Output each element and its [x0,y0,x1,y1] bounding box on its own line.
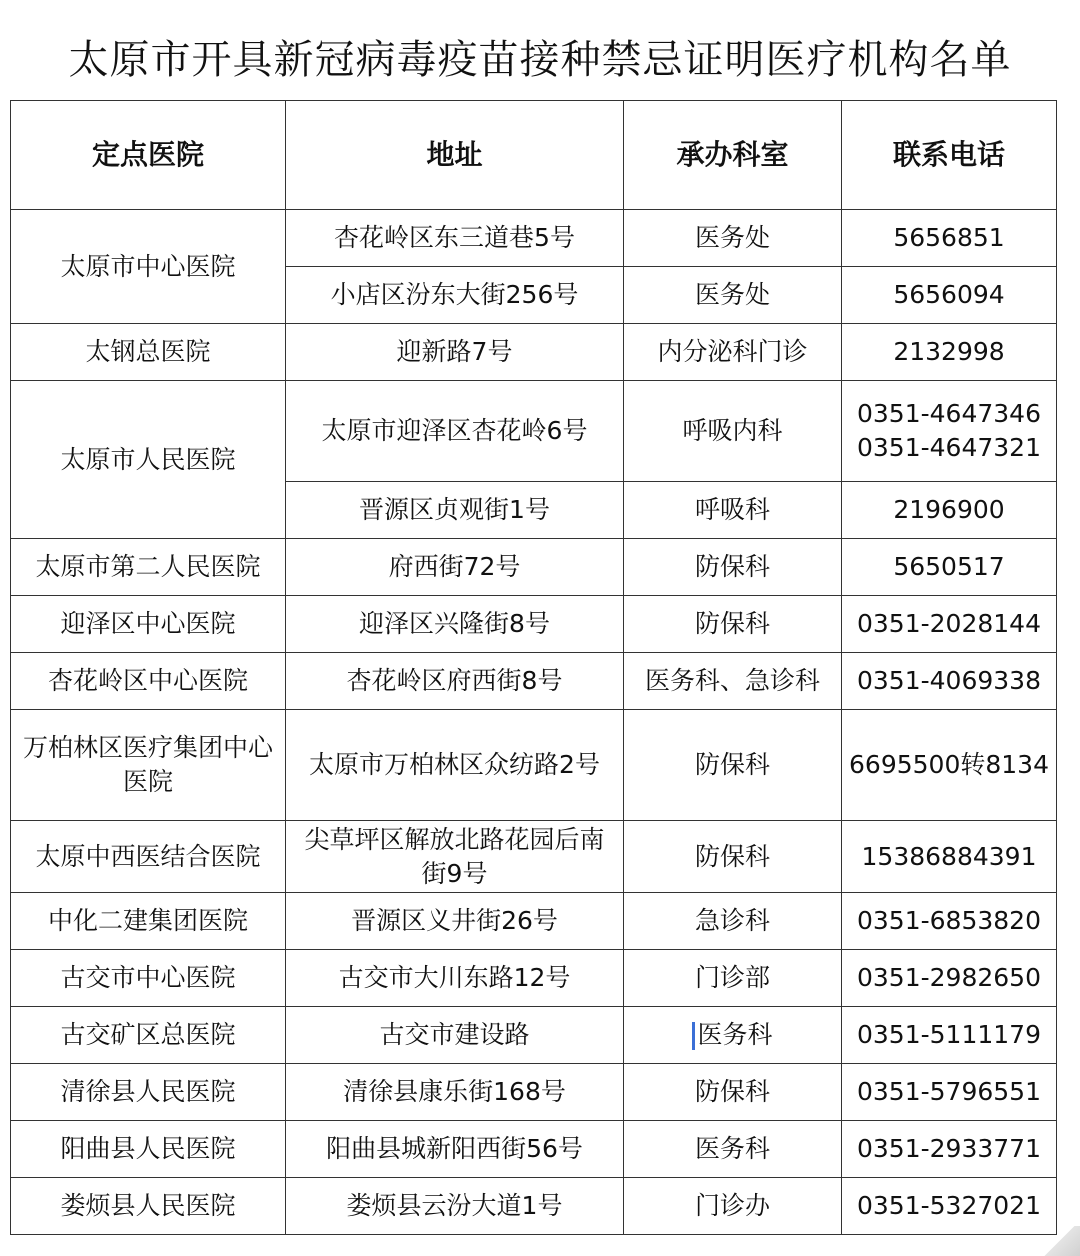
hospital-cell: 古交矿区总医院 [11,1007,286,1064]
hospital-cell: 中化二建集团医院 [11,893,286,950]
address-cell: 清徐县康乐街168号 [286,1064,624,1121]
phone-cell: 5650517 [842,539,1057,596]
page-title: 太原市开具新冠病毒疫苗接种禁忌证明医疗机构名单 [68,37,1012,83]
address-line-2: 街9号 [421,858,488,888]
hospital-cell: 杏花岭区中心医院 [11,653,286,710]
hospital-line-2: 医院 [122,767,173,796]
table-row [11,950,1057,1007]
header-hospital: 定点医院 [11,101,286,210]
dept-cell: 医务科 [624,1121,842,1178]
hospital-cell: 太原市中心医院 [11,210,286,324]
text-cursor [692,1022,695,1050]
address-cell: 杏花岭区府西街8号 [286,653,624,710]
table-row [11,381,1057,482]
table-row [11,1178,1057,1235]
phone-cell: 0351-5111179 [842,1007,1057,1064]
table-row [11,1121,1057,1178]
phone-cell: 0351-4069338 [842,653,1057,710]
table-row [11,1064,1057,1121]
table-row [11,821,1057,893]
dept-cell: 防保科 [624,710,842,821]
page-curl-decoration [1030,1226,1080,1256]
phone-cell: 2196900 [842,482,1057,539]
phone-cell: 5656094 [842,267,1057,324]
phone-cell: 0351-2028144 [842,596,1057,653]
dept-cell: 防保科 [624,821,842,893]
hospital-cell: 太原市人民医院 [11,381,286,539]
hospital-line-1: 万柏林区医疗集团中心 [22,733,273,762]
dept-text: 医务科 [697,1020,773,1049]
table-row [11,539,1057,596]
hospital-cell: 太原市第二人民医院 [11,539,286,596]
phone-cell: 15386884391 [842,821,1057,893]
table-row [11,596,1057,653]
dept-cell: 防保科 [624,539,842,596]
header-address: 地址 [286,101,624,210]
address-cell: 阳曲县城新阳西街56号 [286,1121,624,1178]
table-row [11,324,1057,381]
table-row [11,210,1057,267]
phone-cell: 0351-5327021 [842,1178,1057,1235]
table-header-row [11,101,1057,210]
address-cell: 古交市建设路 [286,1007,624,1064]
dept-cell: 内分泌科门诊 [624,324,842,381]
phone-cell [842,381,1057,482]
dept-cell: 呼吸内科 [624,381,842,482]
phone-cell: 0351-2933771 [842,1121,1057,1178]
hospital-cell: 太钢总医院 [11,324,286,381]
table-row [11,1007,1057,1064]
dept-cell: 医务处 [624,210,842,267]
address-line-1: 尖草坪区解放北路花园后南 [304,824,605,854]
address-cell: 晋源区义井街26号 [286,893,624,950]
address-cell: 太原市万柏林区众纺路2号 [286,710,624,821]
address-cell: 迎新路7号 [286,324,624,381]
dept-cell: 急诊科 [624,893,842,950]
phone-cell: 0351-2982650 [842,950,1057,1007]
header-phone: 联系电话 [842,101,1057,210]
address-cell: 杏花岭区东三道巷5号 [286,210,624,267]
address-cell: 娄烦县云汾大道1号 [286,1178,624,1235]
address-cell: 古交市大川东路12号 [286,950,624,1007]
table-row [11,653,1057,710]
phone-line-2: 0351-4647321 [857,433,1041,462]
address-cell: 小店区汾东大街256号 [286,267,624,324]
phone-cell: 2132998 [842,324,1057,381]
phone-cell: 6695500转8134 [842,710,1057,821]
hospital-cell: 阳曲县人民医院 [11,1121,286,1178]
hospital-cell: 娄烦县人民医院 [11,1178,286,1235]
address-cell: 太原市迎泽区杏花岭6号 [286,381,624,482]
hospital-cell: 古交市中心医院 [11,950,286,1007]
hospital-cell [11,710,286,821]
hospital-cell: 太原中西医结合医院 [11,821,286,893]
address-cell [286,821,624,893]
table-row [11,893,1057,950]
dept-cell: 防保科 [624,1064,842,1121]
table-row [11,710,1057,821]
hospital-cell: 迎泽区中心医院 [11,596,286,653]
phone-cell: 5656851 [842,210,1057,267]
address-cell: 府西街72号 [286,539,624,596]
dept-cell: 呼吸科 [624,482,842,539]
address-cell: 晋源区贞观街1号 [286,482,624,539]
phone-cell: 0351-6853820 [842,893,1057,950]
hospital-cell: 清徐县人民医院 [11,1064,286,1121]
dept-cell: 门诊部 [624,950,842,1007]
dept-cell: 医务处 [624,267,842,324]
hospital-table [10,100,1057,1235]
header-dept: 承办科室 [624,101,842,210]
dept-cell: 门诊办 [624,1178,842,1235]
dept-cell: 医务科、急诊科 [624,653,842,710]
dept-cell: 防保科 [624,596,842,653]
phone-cell: 0351-5796551 [842,1064,1057,1121]
address-cell: 迎泽区兴隆街8号 [286,596,624,653]
phone-line-1: 0351-4647346 [857,399,1041,428]
dept-cell[interactable] [624,1007,842,1064]
